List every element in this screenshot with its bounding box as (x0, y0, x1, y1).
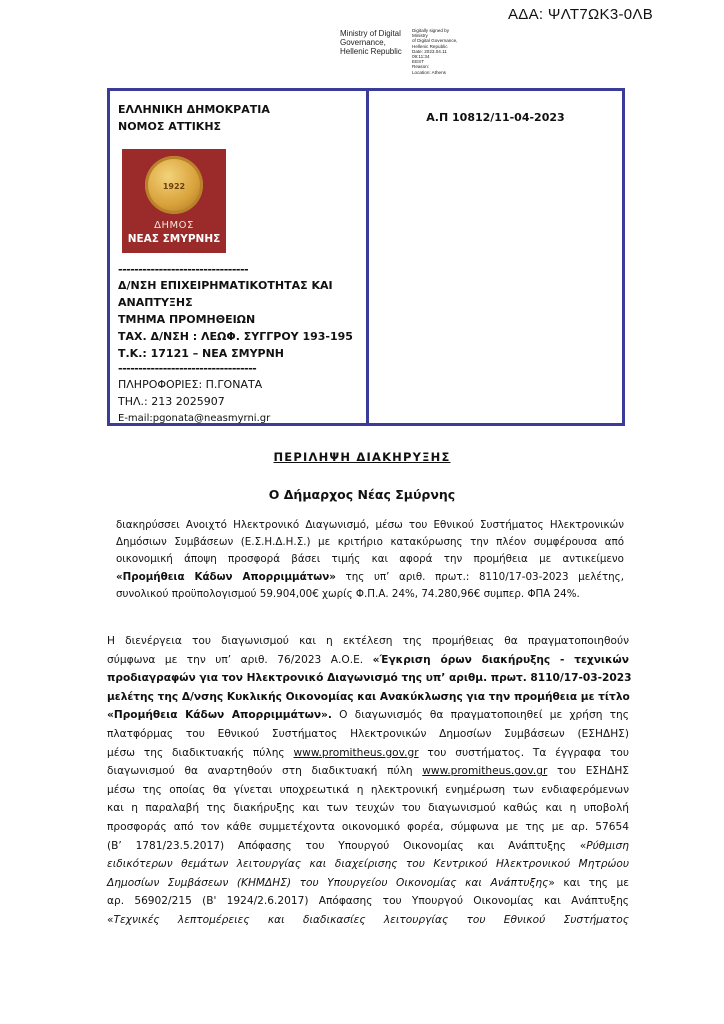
signature-line: of Digital Governance, (412, 38, 458, 44)
signature-line: Hellenic Republic (412, 43, 448, 49)
signature-line: EEST (412, 59, 424, 65)
text-fragment: διαγωνισμού θα αναρτηθούν στη διαδικτυακή πύλη (107, 765, 423, 778)
state-name: ΕΛΛΗΝΙΚΗ ΔΗΜΟΚΡΑΤΙΑ (118, 103, 270, 116)
procurement-title: «Προμήθεια Κάδων Απορριμμάτων» (116, 570, 336, 583)
text-fragment: σύμφωνα με την υπ’ αριθ. 76/2023 Α.Ο.Ε. (107, 653, 373, 666)
signer-org-line: Ministry of Digital (340, 29, 401, 38)
document-title: ΠΕΡΙΛΗΨΗ ΔΙΑΚΗΡΥΞΗΣ (273, 450, 451, 464)
text-line: προσφοράς από τον κάθε συμμετέχοντα οικονομικό φορέα, σύμφωνα με της με αρ. 57654 (107, 820, 629, 833)
email: E-mail:pgonata@neasmyrni.gr (118, 413, 271, 424)
text-line (107, 874, 629, 893)
text-fragment: Ο διαγωνισμός θα πραγματοποιηθεί με χρήση της (331, 709, 629, 722)
text-line (107, 706, 629, 725)
text-line (107, 762, 629, 781)
text-line (107, 837, 629, 856)
address: ΤΑΧ. Δ/ΝΣΗ : ΛΕΩΦ. ΣΥΓΓΡΟΥ 193-195 (118, 330, 353, 343)
digital-signature-details (412, 28, 464, 75)
text-fragment: » και της με (548, 876, 629, 889)
text-line: διακηρύσσει Ανοιχτό Ηλεκτρονικό Διαγωνισμό, μέσω του Εθνικού Συστήματος Ηλεκτρονικών (116, 519, 624, 531)
coin-emblem-icon (145, 156, 203, 214)
text-line: αρ. 56902/215 (Β' 1924/2.6.2017) Απόφασης του Υπουργού Οικονομίας και Ανάπτυξης (107, 895, 629, 908)
signer-org-line: Governance, (340, 38, 386, 47)
signature-line: Digitally signed by Ministry (412, 28, 450, 39)
signature-line: Location: Athens (412, 69, 446, 75)
separator: -------------------------------- (118, 263, 249, 276)
text-fragment: του συστήματος. Τα έγγραφα του (418, 746, 629, 759)
text-fragment: μέσω της διαδικτυακής πύλης (107, 746, 294, 759)
text-line: ειδικότερων θεμάτων λειτουργίας και διαχείρισης του Κεντρικού Ηλεκτρονικού Μητρώου (107, 858, 629, 871)
promitheus-link[interactable]: www.promitheus.gov.gr (422, 765, 548, 778)
text-line (107, 651, 629, 670)
contact-person: ΠΛΗΡΟΦΟΡΙΕΣ: Π.ΓΟΝΑΤΑ (118, 378, 263, 391)
text-fragment: « (107, 913, 114, 926)
signature-line: Date: 2023.04.11 09:11:34 (412, 48, 447, 60)
coin-year: 1922 (162, 182, 186, 191)
announcement-paragraph (116, 517, 624, 603)
italic-fragment: Τεχνικές λεπτομέρειες και διαδικασίες λειτουργίας του Εθνικού Συστήματος (113, 913, 629, 926)
bold-fragment: «Έγκριση όρων διακήρυξης - τεχνικών (372, 653, 629, 666)
bold-fragment: «Προμήθεια Κάδων Απορριμμάτων». (107, 709, 332, 722)
document-subtitle: Ο Δήμαρχος Νέας Σμύρνης (268, 487, 456, 502)
text-line: Δημόσιων Συμβάσεων (Ε.Σ.Η.Δ.Η.Σ.) με κριτήριο κατακύρωσης την πλέον συμφέρουσα από (116, 536, 624, 549)
italic-fragment: Ρύθμιση (586, 839, 629, 852)
logo-text-name: ΝΕΑΣ ΣΜΥΡΝΗΣ (127, 233, 221, 245)
procedure-paragraph (107, 632, 632, 930)
logo-text-municipality: ΔΗΜΟΣ (154, 220, 194, 231)
text-fragment: της υπ’ αριθ. πρωτ.: 8110/17-03-2023 μελέτης, (335, 570, 624, 583)
directorate-line2: ΑΝΑΠΤΥΞΗΣ (118, 296, 193, 309)
signature-line: Reason: (412, 64, 430, 70)
phone: ΤΗΛ.: 213 2025907 (118, 395, 225, 408)
signer-org-line: Hellenic Republic (340, 47, 402, 56)
text-line: μέσω της οποίας θα γίνεται υποχρεωτικά η ηλεκτρονική ενημέρωση των ενδιαφερόμενων (107, 783, 629, 796)
municipality-logo (122, 149, 226, 253)
budget-line: συνολικού προϋπολογισμού 59.904,00€ χωρίς Φ.Π.Α. 24%, 74.280,96€ συμπερ. ΦΠΑ 24%. (116, 587, 580, 600)
ada-code: ΑΔΑ: ΨΛΤ7ΩΚ3-0ΛΒ (508, 6, 654, 23)
department: ΤΜΗΜΑ ΠΡΟΜΗΘΕΙΩΝ (118, 313, 256, 326)
letterhead-left (118, 101, 362, 427)
text-line: οικονομική άποψη προσφορά βάσει τιμής και αφορά την προμήθεια με αντικείμενο (116, 553, 624, 566)
text-fragment: (Β’ 1781/23.5.2017) Απόφασης του Υπουργού Οικονομίας και Ανάπτυξης « (107, 839, 587, 852)
prefecture-name: ΝΟΜΟΣ ΑΤΤΙΚΗΣ (118, 120, 222, 133)
protocol-number: Α.Π 10812/11-04-2023 (426, 111, 565, 124)
text-line (107, 911, 629, 930)
text-line: και η παραλαβή της διακήρυξης και των τευχών του διαγωνισμού καθώς και η υποβολή (107, 802, 629, 815)
text-line: πλατφόρμας του Εθνικού Συστήματος Ηλεκτρονικών Δημοσίων Συμβάσεων (ΕΣΗΔΗΣ) (107, 727, 629, 740)
signer-organization (340, 29, 402, 56)
letterhead-box (107, 88, 625, 426)
italic-fragment: Δημοσίων Συμβάσεων (ΚΗΜΔΗΣ) του Υπουργείου Οικονομίας και Ανάπτυξης (107, 876, 549, 889)
text-line (116, 569, 624, 586)
promitheus-link[interactable]: www.promitheus.gov.gr (293, 746, 419, 759)
directorate-line1: Δ/ΝΣΗ ΕΠΙΧΕΙΡΗΜΑΤΙΚΟΤΗΤΑΣ ΚΑΙ (118, 279, 333, 292)
postal-code: Τ.Κ.: 17121 – ΝΕΑ ΣΜΥΡΝΗ (118, 347, 285, 360)
text-line: μελέτης της Δ/νσης Κυκλικής Οικονομίας και Ανακύκλωσης για την προμήθεια με τίτλο (107, 690, 630, 703)
separator: ---------------------------------- (118, 362, 257, 375)
letterhead-divider (366, 91, 369, 423)
text-line: Η διενέργεια του διαγωνισμού και η εκτέλεση της προμήθειας θα πραγματοποιηθούν (107, 635, 629, 647)
text-line (107, 744, 629, 763)
text-line: προδιαγραφών για τον Ηλεκτρονικό Διαγωνισμό της υπ’ αριθμ. πρωτ. 8110/17-03-2023 (107, 672, 632, 685)
text-fragment: του ΕΣΗΔΗΣ (547, 765, 629, 778)
